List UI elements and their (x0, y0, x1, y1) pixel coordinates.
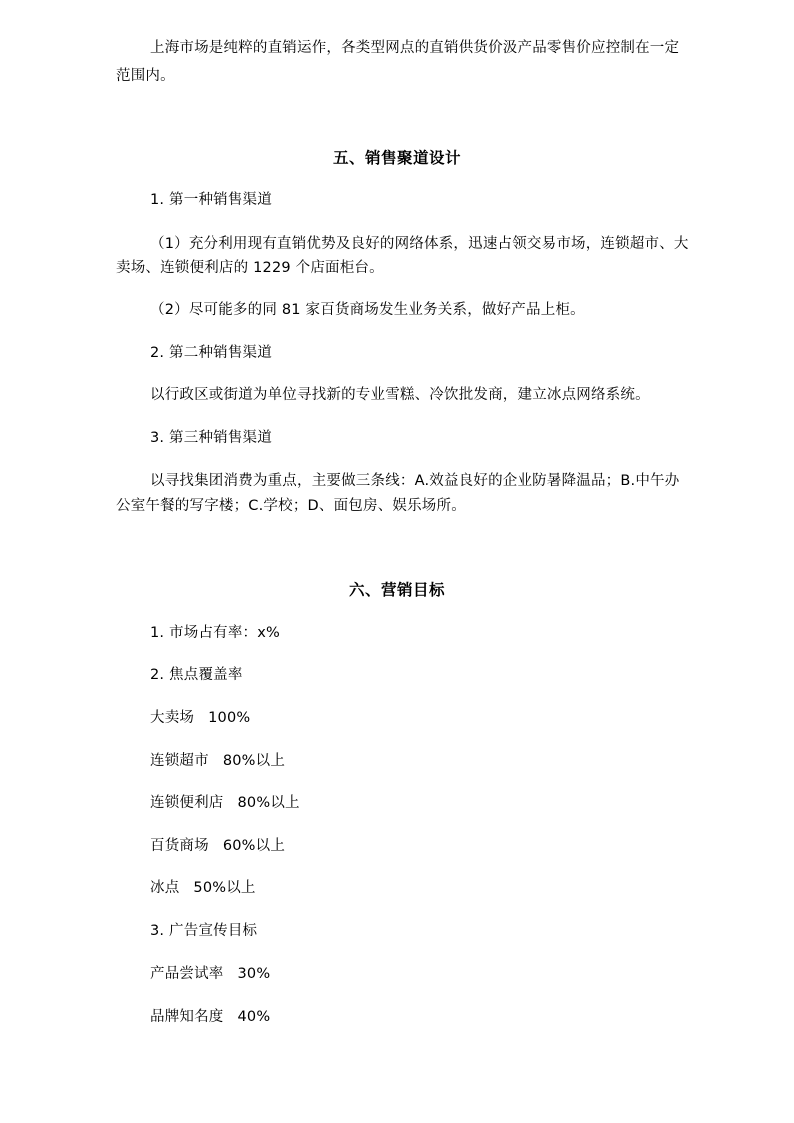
ad-target-value: 40% (237, 1009, 271, 1025)
coverage-value: 60%以上 (222, 838, 286, 854)
coverage-row (150, 708, 250, 728)
intro-line-1: 上海市场是纯粹的直销运作，各类型网点的直销供货价汲产品零售价应控制在一定 (150, 40, 680, 56)
ad-target-row (150, 1007, 270, 1027)
ad-target-row (150, 964, 270, 984)
channel-1-title: 1. 第一种销售渠道 (150, 192, 272, 208)
target-advertising-title: 3. 广告宣传目标 (150, 923, 258, 939)
coverage-label: 百货商场 (150, 838, 209, 854)
coverage-label: 冰点 (150, 880, 180, 896)
intro-line-2: 范围内。 (116, 68, 175, 84)
channel-2-text: 以行政区或街道为单位寻找新的专业雪糕、冷饮批发商，建立冰点网络系统。 (150, 387, 650, 403)
coverage-value: 80%以上 (222, 753, 286, 769)
coverage-value: 50%以上 (193, 880, 256, 896)
channel-2-title: 2. 第二种销售渠道 (150, 345, 272, 361)
channel-3-line-1: 以寻找集团消费为重点，主要做三条线：A.效益良好的企业防暑降温品；B.中午办 (150, 473, 680, 489)
channel-3-title: 3. 第三种销售渠道 (150, 430, 272, 446)
coverage-row (150, 751, 285, 771)
coverage-label: 连锁超市 (150, 753, 209, 769)
coverage-label: 连锁便利店 (150, 795, 224, 811)
ad-target-label: 品牌知名度 (150, 1009, 224, 1025)
coverage-value: 80%以上 (237, 795, 300, 811)
coverage-row (150, 793, 300, 813)
section-5-title: 五、销售聚道设计 (332, 149, 461, 167)
coverage-row (150, 836, 285, 856)
channel-1-paragraph-1-line-1: （1）充分利用现有直销优势及良好的网络体系，迅速占领交易市场，连锁超市、大 (150, 236, 689, 252)
ad-target-label: 产品尝试率 (150, 966, 224, 982)
coverage-value: 100% (208, 710, 251, 726)
channel-1-paragraph-2: （2）尽可能多的同 81 家百货商场发生业务关系，做好产品上柜。 (150, 302, 585, 318)
channel-3-line-2: 公室午餐的写字楼；C.学校；D、面包房、娱乐场所。 (116, 498, 466, 514)
channel-1-paragraph-1-line-2: 卖场、连锁便利店的 1229 个店面柜台。 (116, 260, 384, 276)
coverage-label: 大卖场 (150, 710, 195, 726)
section-6-title: 六、营销目标 (348, 581, 445, 599)
target-coverage-title: 2. 焦点覆盖率 (150, 667, 243, 683)
ad-target-value: 30% (237, 966, 271, 982)
coverage-row (150, 878, 256, 898)
target-market-share: 1. 市场占有率：x% (150, 625, 281, 641)
